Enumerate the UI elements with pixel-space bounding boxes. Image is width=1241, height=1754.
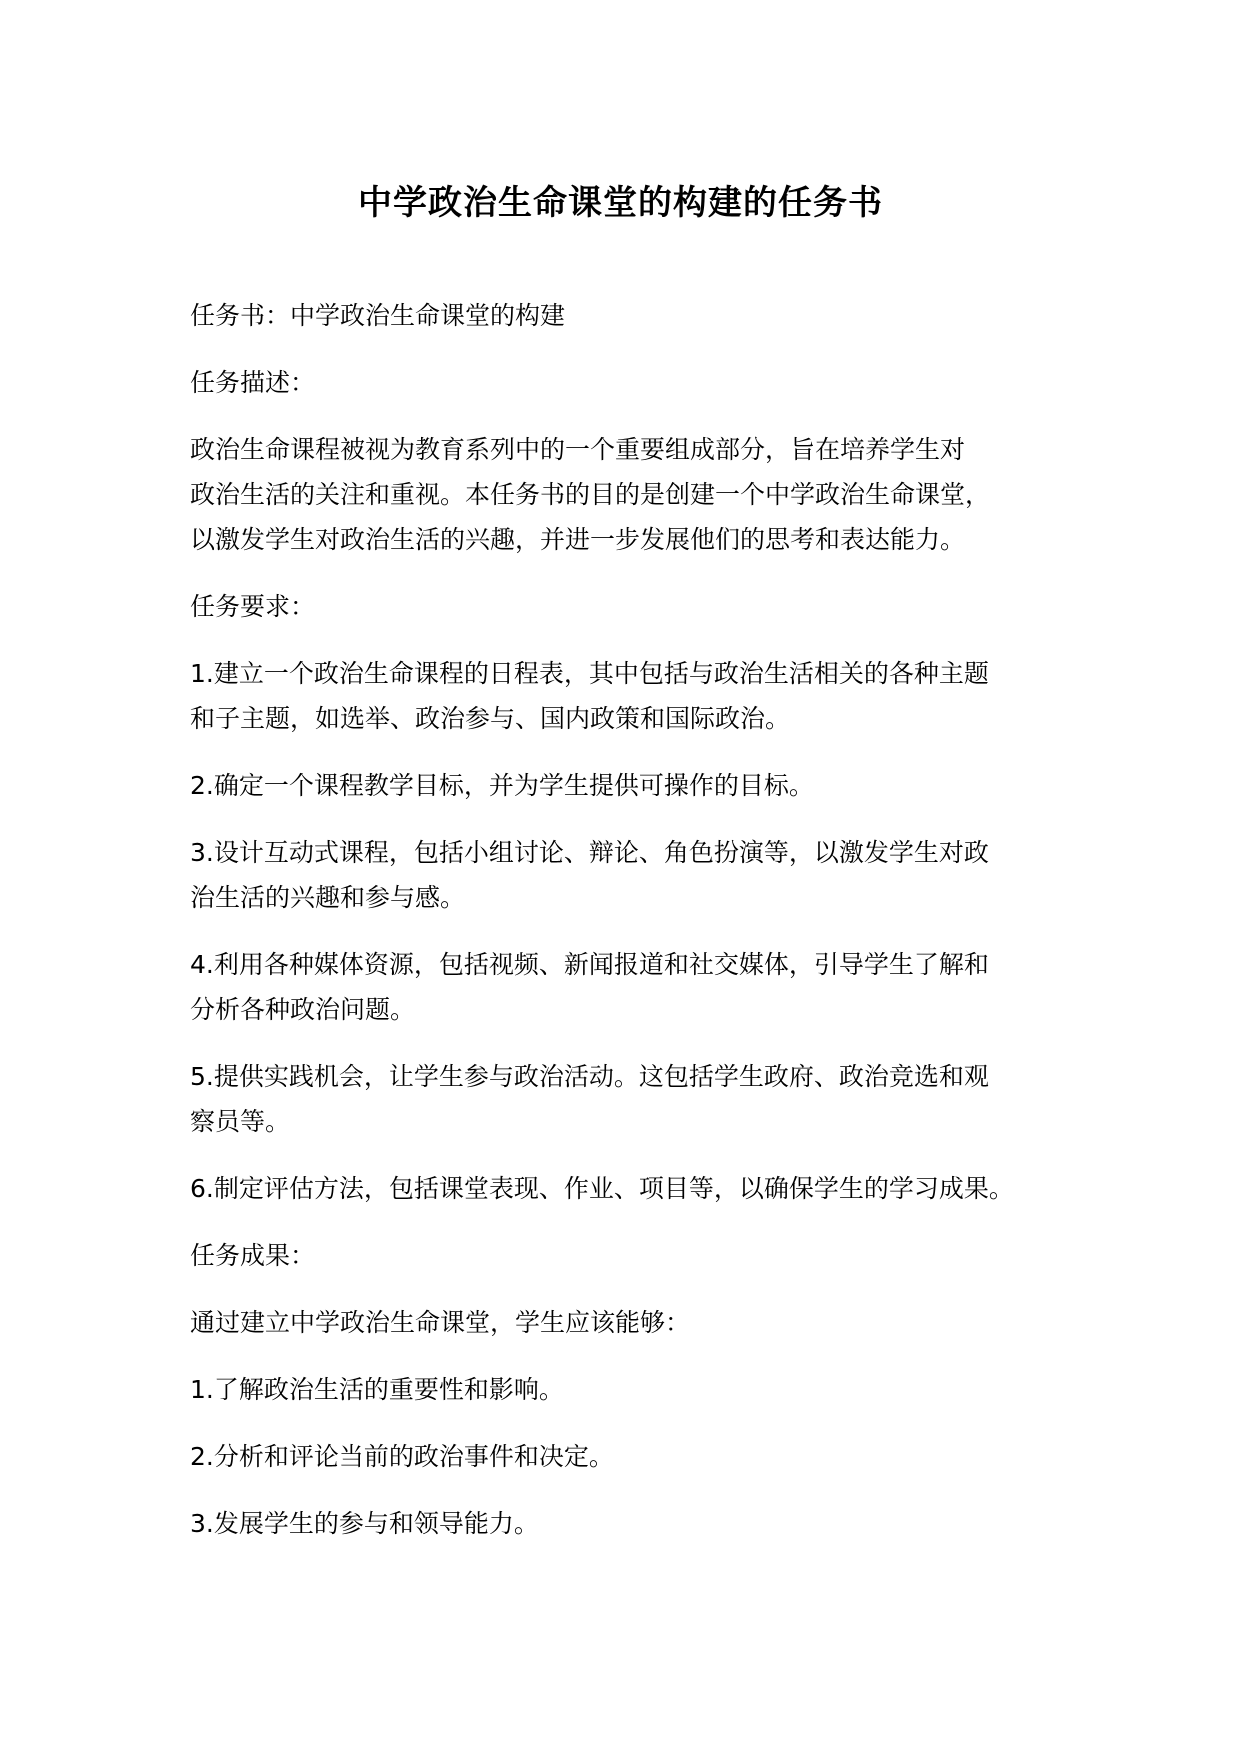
requirement-item-3: 3.设计互动式课程，包括小组讨论、辩论、角色扮演等，以激发学生对政 治生活的兴趣和参与感。 bbox=[190, 838, 989, 912]
requirement-item-2: 2.确定一个课程教学目标，并为学生提供可操作的目标。 bbox=[190, 771, 814, 800]
requirement-item-1: 1.建立一个政治生命课程的日程表，其中包括与政治生活相关的各种主题 和子主题，如选举、政治参与、国内政策和国际政治。 bbox=[190, 659, 989, 733]
heading-task-requirements: 任务要求： bbox=[190, 592, 316, 621]
paragraph-description: 政治生命课程被视为教育系列中的一个重要组成部分，旨在培养学生对 政治生活的关注和重视。本任务书的目的是创建一个中学政治生命课堂， 以激发学生对政治生活的兴趣，并进一步发展他们的思考和表达能力。 bbox=[190, 435, 991, 554]
requirement-item-5: 5.提供实践机会，让学生参与政治活动。这包括学生政府、政治竞选和观 察员等。 bbox=[190, 1062, 989, 1136]
paragraph-task-book: 任务书：中学政治生命课堂的构建 bbox=[190, 301, 566, 330]
heading-task-outcomes: 任务成果： bbox=[190, 1241, 316, 1270]
document-title: 中学政治生命课堂的构建的任务书 bbox=[358, 183, 883, 223]
outcome-item-2: 2.分析和评论当前的政治事件和决定。 bbox=[190, 1442, 614, 1471]
paragraph-outcomes-intro: 通过建立中学政治生命课堂，学生应该能够： bbox=[190, 1308, 691, 1337]
requirement-item-4: 4.利用各种媒体资源，包括视频、新闻报道和社交媒体，引导学生了解和 分析各种政治问题。 bbox=[190, 950, 989, 1024]
document-body bbox=[190, 293, 1090, 1568]
heading-task-description: 任务描述： bbox=[190, 368, 316, 397]
requirement-item-6: 6.制定评估方法，包括课堂表现、作业、项目等，以确保学生的学习成果。 bbox=[190, 1174, 1014, 1203]
outcome-item-3: 3.发展学生的参与和领导能力。 bbox=[190, 1509, 539, 1538]
outcome-item-1: 1.了解政治生活的重要性和影响。 bbox=[190, 1375, 564, 1404]
